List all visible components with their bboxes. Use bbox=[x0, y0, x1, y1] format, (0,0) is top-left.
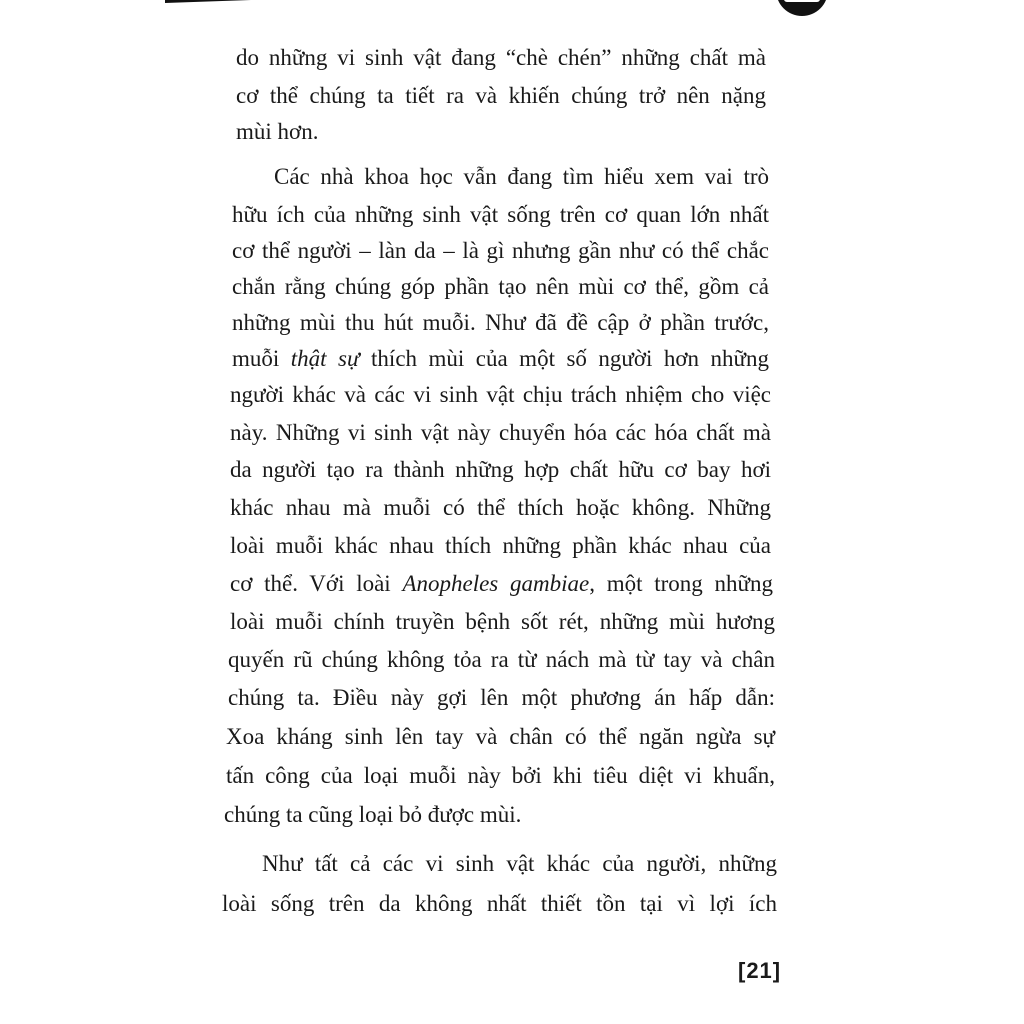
text-line: khác nhau mà muỗi có thể thích hoặc không. Những bbox=[230, 495, 771, 520]
text-line: loài muỗi khác nhau thích những phần khác nhau của bbox=[230, 533, 771, 558]
page-number: [21] bbox=[738, 958, 782, 983]
text-line: chắn rằng chúng góp phần tạo nên mùi cơ thể, gồm cả bbox=[232, 274, 769, 299]
paragraph-first-line: Các nhà khoa học vẫn đang tìm hiểu xem vai trò bbox=[274, 164, 769, 189]
text-line: do những vi sinh vật đang “chè chén” những chất mà bbox=[236, 45, 766, 70]
text-line: người khác và các vi sinh vật chịu trách nhiệm cho việc bbox=[230, 382, 771, 407]
text-line-with-emphasis: cơ thể. Với loài Anopheles gambiae, một trong những bbox=[230, 571, 774, 596]
text-line: chúng ta. Điều này gợi lên một phương án hấp dẫn: bbox=[228, 685, 775, 710]
text-line: những mùi thu hút muỗi. Như đã đề cập ở phần trước, bbox=[232, 310, 769, 335]
text-line: cơ thể chúng ta tiết ra và khiến chúng trở nên nặng bbox=[236, 83, 766, 108]
text-line: da người tạo ra thành những hợp chất hữu cơ bay hơi bbox=[230, 457, 771, 482]
text-line: Xoa kháng sinh lên tay và chân có thể ngăn ngừa sự bbox=[226, 724, 775, 749]
text-line: mùi hơn. bbox=[236, 119, 319, 144]
text-line: hữu ích của những sinh vật sống trên cơ quan lớn nhất bbox=[232, 202, 769, 227]
text-line: cơ thể người – làn da – là gì nhưng gần như có thể chắc bbox=[232, 238, 769, 263]
text-line: quyến rũ chúng không tỏa ra từ nách mà từ tay và chân bbox=[228, 647, 775, 672]
text-line: này. Những vi sinh vật này chuyển hóa các hóa chất mà bbox=[230, 420, 771, 445]
paragraph-first-line: Như tất cả các vi sinh vật khác của người, những bbox=[262, 851, 777, 876]
text-line: chúng ta cũng loại bỏ được mùi. bbox=[224, 802, 522, 827]
emphasis-text: thật sự bbox=[290, 346, 360, 371]
species-name: Anopheles gambiae bbox=[402, 571, 590, 596]
text-line: tấn công của loại muỗi này bởi khi tiêu diệt vi khuẩn, bbox=[226, 763, 775, 788]
text-line: loài sống trên da không nhất thiết tồn tại vì lợi ích bbox=[222, 891, 777, 916]
text-line: loài muỗi chính truyền bệnh sốt rét, những mùi hương bbox=[230, 609, 775, 634]
text-line-with-emphasis: muỗi thật sự thích mùi của một số người hơn những bbox=[232, 346, 769, 371]
